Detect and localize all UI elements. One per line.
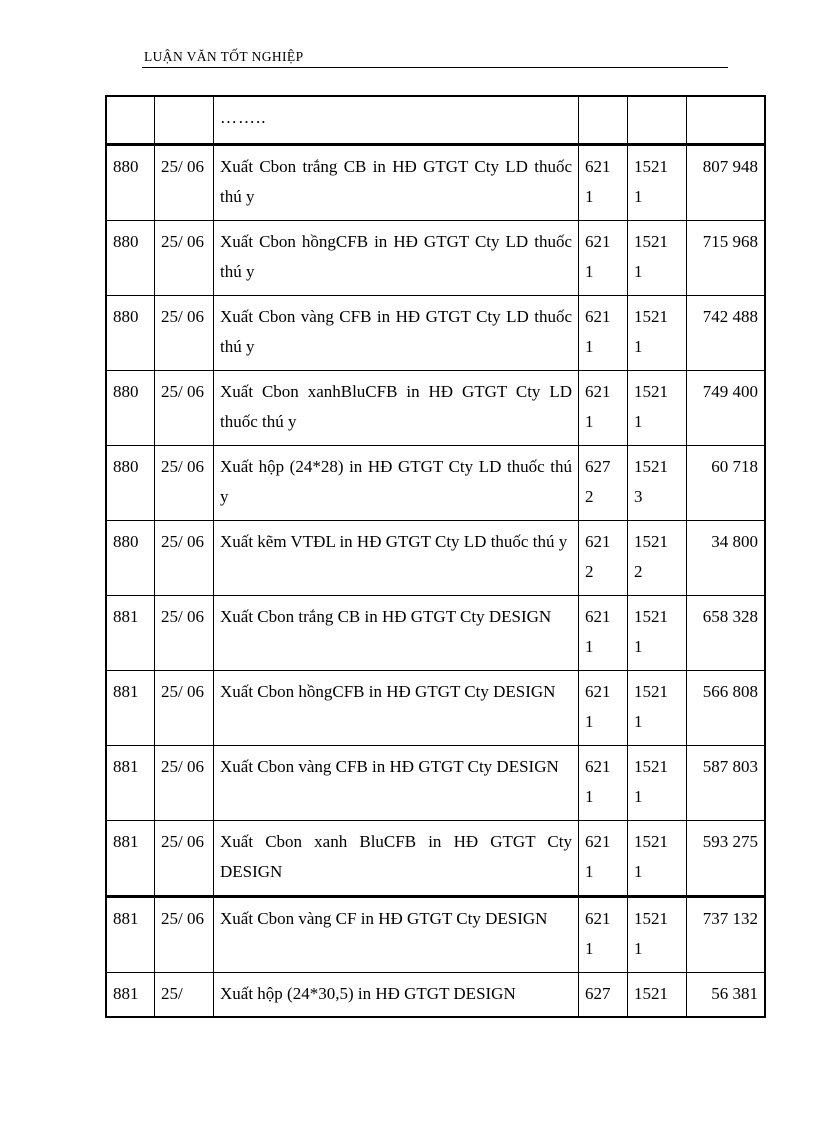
- cell-debit-account: [579, 96, 628, 145]
- cell-date: 25/ 06: [155, 821, 214, 897]
- cell-debit-account: 621 1: [579, 221, 628, 296]
- cell-credit-account: 1521 3: [628, 446, 687, 521]
- cell-amount: 737 132: [687, 897, 766, 973]
- cell-date: 25/ 06: [155, 221, 214, 296]
- ledger-table: [105, 95, 766, 1018]
- cell-voucher-no: 881: [106, 821, 155, 897]
- cell-voucher-no: 881: [106, 973, 155, 1018]
- cell-date: 25/: [155, 973, 214, 1018]
- cell-credit-account: 1521 1: [628, 371, 687, 446]
- table-row: [106, 296, 765, 371]
- cell-description: Xuất Cbon xanhBluCFB in HĐ GTGT Cty LD thuốc thú y: [214, 371, 579, 446]
- table-row: [106, 96, 765, 145]
- cell-voucher-no: 880: [106, 296, 155, 371]
- cell-debit-account: 621 1: [579, 371, 628, 446]
- cell-voucher-no: 880: [106, 145, 155, 221]
- table-row: [106, 821, 765, 897]
- table-row: [106, 221, 765, 296]
- cell-voucher-no: 880: [106, 521, 155, 596]
- cell-description: Xuất Cbon hồngCFB in HĐ GTGT Cty DESIGN: [214, 671, 579, 746]
- page-header-title: LUẬN VĂN TỐT NGHIỆP: [144, 49, 304, 64]
- cell-voucher-no: [106, 96, 155, 145]
- cell-amount: 34 800: [687, 521, 766, 596]
- cell-credit-account: 1521 1: [628, 296, 687, 371]
- cell-date: 25/ 06: [155, 296, 214, 371]
- cell-debit-account: 621 1: [579, 821, 628, 897]
- cell-credit-account: 1521 1: [628, 145, 687, 221]
- cell-date: 25/ 06: [155, 371, 214, 446]
- cell-debit-account: 621 1: [579, 897, 628, 973]
- cell-description: ……..: [214, 96, 579, 145]
- table-row: [106, 973, 765, 1018]
- cell-debit-account: 621 1: [579, 596, 628, 671]
- cell-description: Xuất kẽm VTĐL in HĐ GTGT Cty LD thuốc thú y: [214, 521, 579, 596]
- cell-credit-account: 1521 1: [628, 671, 687, 746]
- cell-voucher-no: 880: [106, 446, 155, 521]
- header-divider: [142, 67, 728, 68]
- cell-amount: 593 275: [687, 821, 766, 897]
- table-row: [106, 446, 765, 521]
- cell-date: 25/ 06: [155, 746, 214, 821]
- cell-debit-account: 621 1: [579, 671, 628, 746]
- cell-date: 25/ 06: [155, 596, 214, 671]
- cell-voucher-no: 881: [106, 746, 155, 821]
- cell-amount: 742 488: [687, 296, 766, 371]
- cell-date: [155, 96, 214, 145]
- cell-amount: 56 381: [687, 973, 766, 1018]
- cell-credit-account: 1521 1: [628, 596, 687, 671]
- cell-amount: 715 968: [687, 221, 766, 296]
- table-row: [106, 671, 765, 746]
- cell-voucher-no: 881: [106, 596, 155, 671]
- cell-description: Xuất Cbon vàng CF in HĐ GTGT Cty DESIGN: [214, 897, 579, 973]
- cell-credit-account: 1521 1: [628, 221, 687, 296]
- cell-amount: 60 718: [687, 446, 766, 521]
- cell-debit-account: 621 1: [579, 746, 628, 821]
- table-row: [106, 596, 765, 671]
- cell-amount: 566 808: [687, 671, 766, 746]
- table-row: [106, 371, 765, 446]
- cell-credit-account: 1521 2: [628, 521, 687, 596]
- cell-voucher-no: 881: [106, 671, 155, 746]
- cell-amount: [687, 96, 766, 145]
- cell-description: Xuất hộp (24*28) in HĐ GTGT Cty LD thuốc thú y: [214, 446, 579, 521]
- cell-description: Xuất Cbon xanh BluCFB in HĐ GTGT Cty DESIGN: [214, 821, 579, 897]
- table-row: [106, 897, 765, 973]
- cell-amount: 658 328: [687, 596, 766, 671]
- cell-voucher-no: 880: [106, 371, 155, 446]
- cell-description: Xuất Cbon trắng CB in HĐ GTGT Cty LD thuốc thú y: [214, 145, 579, 221]
- cell-credit-account: 1521: [628, 973, 687, 1018]
- cell-voucher-no: 881: [106, 897, 155, 973]
- cell-description: Xuất Cbon trắng CB in HĐ GTGT Cty DESIGN: [214, 596, 579, 671]
- cell-date: 25/ 06: [155, 897, 214, 973]
- cell-debit-account: 621 1: [579, 145, 628, 221]
- table-row: [106, 746, 765, 821]
- cell-date: 25/ 06: [155, 521, 214, 596]
- cell-date: 25/ 06: [155, 446, 214, 521]
- cell-amount: 807 948: [687, 145, 766, 221]
- cell-debit-account: 627 2: [579, 446, 628, 521]
- table-row: [106, 145, 765, 221]
- cell-credit-account: 1521 1: [628, 746, 687, 821]
- cell-description: Xuất Cbon hồngCFB in HĐ GTGT Cty LD thuốc thú y: [214, 221, 579, 296]
- cell-date: 25/ 06: [155, 671, 214, 746]
- cell-debit-account: 621 2: [579, 521, 628, 596]
- cell-amount: 587 803: [687, 746, 766, 821]
- cell-credit-account: 1521 1: [628, 821, 687, 897]
- cell-debit-account: 621 1: [579, 296, 628, 371]
- cell-description: Xuất Cbon vàng CFB in HĐ GTGT Cty LD thuốc thú y: [214, 296, 579, 371]
- cell-credit-account: [628, 96, 687, 145]
- cell-description: Xuất hộp (24*30,5) in HĐ GTGT DESIGN: [214, 973, 579, 1018]
- cell-amount: 749 400: [687, 371, 766, 446]
- cell-date: 25/ 06: [155, 145, 214, 221]
- table-row: [106, 521, 765, 596]
- cell-credit-account: 1521 1: [628, 897, 687, 973]
- cell-voucher-no: 880: [106, 221, 155, 296]
- cell-debit-account: 627: [579, 973, 628, 1018]
- cell-description: Xuất Cbon vàng CFB in HĐ GTGT Cty DESIGN: [214, 746, 579, 821]
